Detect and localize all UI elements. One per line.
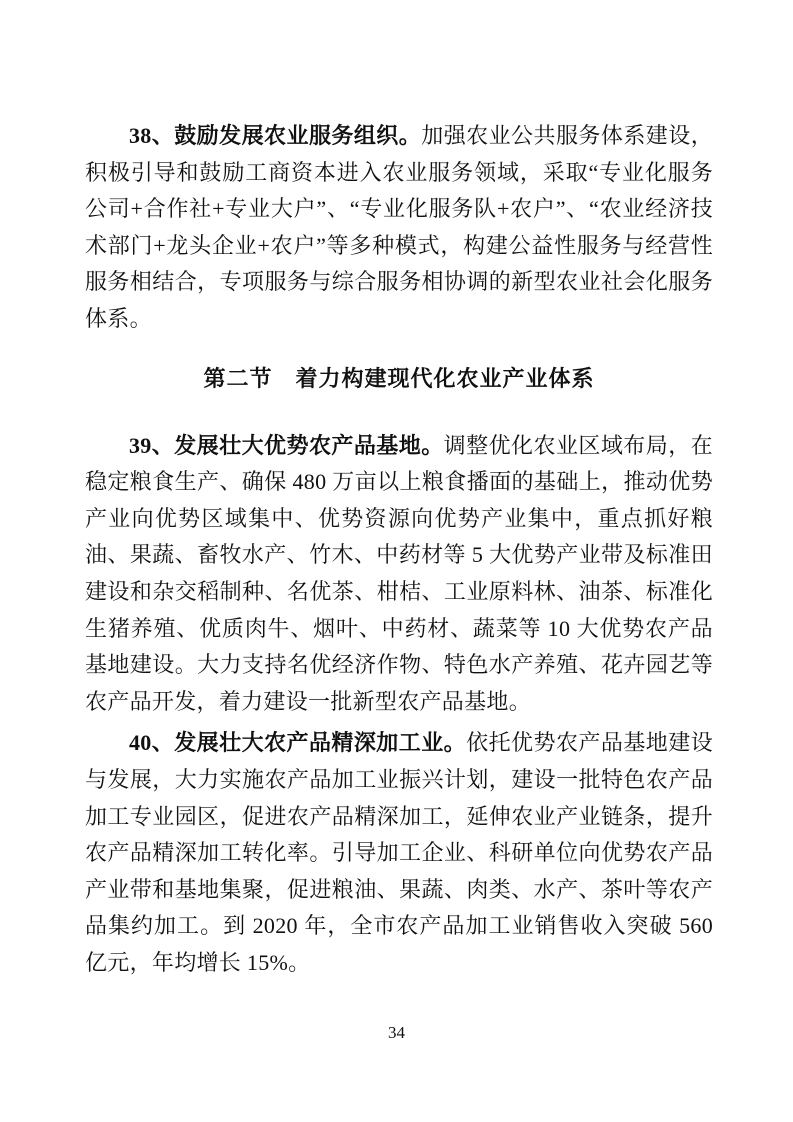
paragraph-39-lead: 39、发展壮大优势农产品基地。 <box>129 432 444 458</box>
page-content <box>85 118 713 981</box>
paragraph-40-body: 依托优势农产品基地建设与发展，大力实施农产品加工业振兴计划，建设一批特色农产品加工专业园区，促进农产品精深加工，延伸农业产业链条，提升农产品精深加工转化率。引导加工企业、科研单位向优势农产品产业带和基地集聚，促进粮油、果蔬、肉类、水产、茶叶等农产品集约加工。到 2020 年，全市农产品加工业销售收入突破 560 亿元，年均增长 15%。 <box>85 730 713 975</box>
paragraph-38-lead: 38、鼓励发展农业服务组织。 <box>129 123 422 148</box>
paragraph-39-body: 调整优化农业区域布局，在稳定粮食生产、确保 480 万亩以上粮食播面的基础上，推动优势产业向优势区域集中、优势资源向优势产业集中，重点抓好粮油、果蔬、畜牧水产、竹木、中药材等 5 大优势产业带及标准田建设和杂交稻制种、名优茶、柑桔、工业原料林、油茶、标准化生猪养殖、优质肉牛、烟叶、中药材、蔬菜等 10 大优势农产品基地建设。大力支持名优经济作物、特色水产养殖、花卉园艺等农产品开发，着力建设一批新型农产品基地。 <box>85 432 713 714</box>
paragraph-38 <box>85 118 713 338</box>
page-number: 34 <box>388 1023 405 1042</box>
paragraph-39 <box>85 428 713 721</box>
paragraph-40-lead: 40、发展壮大农产品精深加工业。 <box>129 730 467 756</box>
paragraph-40 <box>85 725 713 981</box>
paragraph-38-body: 加强农业公共服务体系建设，积极引导和鼓励工商资本进入农业服务领域，采取“专业化服务公司+合作社+专业大户”、“专业化服务队+农户”、“农业经济技术部门+龙头企业+农户”等多种模式，构建公益性服务与经营性服务相结合，专项服务与综合服务相协调的新型农业社会化服务体系。 <box>85 123 714 331</box>
section-heading: 第二节 着力构建现代化农业产业体系 <box>203 365 595 391</box>
